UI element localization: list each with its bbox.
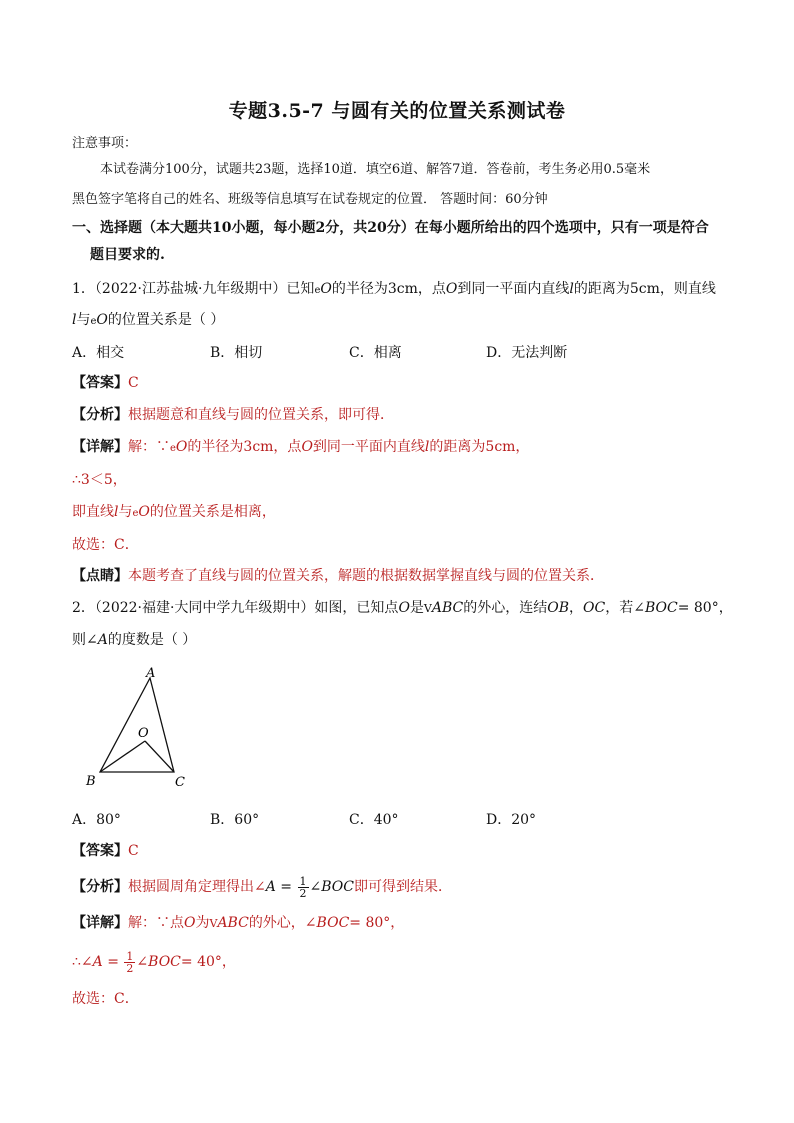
q1-answer: 【答案】C [72, 375, 139, 391]
q2-stem-line-1: 2．（2022·福建·大同中学九年级期中）如图，已知点O是VABC的外心，连结OB，OC，若∠BOC= 80°， [72, 600, 733, 616]
q2-analysis: 【分析】根据圆周角定理得出∠A = $\frac{1}{2}$ ∠BOC即可得到结果． [72, 874, 452, 900]
q2-calculation: ∴∠A = $\frac{1}{2}$ ∠BOC= 40°， [72, 949, 236, 975]
section-heading-line-2: 题目要求的. [90, 247, 165, 263]
q2-option-a: A．80° [72, 812, 121, 828]
triangle-abc [100, 678, 174, 772]
label-o: O [138, 726, 149, 741]
page-title: 专题3.5-7 与圆有关的位置关系测试卷 [228, 100, 566, 122]
q2-answer: 【答案】C [72, 843, 139, 859]
q1-choose: 故选：C． [72, 537, 139, 553]
q1-option-d: D．无法判断 [486, 345, 568, 361]
q1-option-b: B．相切 [210, 345, 263, 361]
q2-detail: 【详解】解：∵点O为VABC的外心，∠BOC= 80°， [72, 915, 405, 931]
label-c: C [175, 775, 185, 790]
q1-position: 即直线l与eO的位置关系是相离， [72, 504, 276, 520]
label-b: B [86, 774, 96, 789]
q1-stem-line-2: l与eO的位置关系是（ ） [72, 312, 225, 328]
notice-line-2: 黑色签字笔将自己的姓名、班级等信息填写在试卷规定的位置． 答题时间：60分钟 [72, 192, 548, 207]
fraction-half-2: $\frac{1}{2}$ [126, 949, 134, 975]
circle-symbol: e [314, 285, 321, 296]
q1-detail: 【详解】解：∵eO的半径为3cm，点O到同一平面内直线l的距离为5cm， [72, 439, 530, 455]
q1-analysis: 【分析】根据题意和直线与圆的位置关系，即可得． [72, 407, 394, 423]
label-a: A [146, 666, 156, 681]
fraction-half: $\frac{1}{2}$ [299, 874, 307, 900]
triangle-figure [82, 664, 212, 794]
q1-option-c: C．相离 [349, 345, 402, 361]
section-heading-line-1: 一、选择题（本大题共10小题，每小题2分，共20分）在每小题所给出的四个选项中，只有一项是符合 [72, 220, 709, 236]
q2-option-c: C．40° [349, 812, 399, 828]
q1-stem-line-1: 1．（2022·江苏盐城·九年级期中）已知eO的半径为3cm，点O到同一平面内直线l的距离为5cm，则直线 [72, 281, 716, 297]
q2-option-b: B．60° [210, 812, 260, 828]
q1-inequality: ∴3＜5， [72, 472, 127, 488]
notice-heading: 注意事项： [72, 136, 138, 151]
q1-comment: 【点睛】本题考查了直线与圆的位置关系，解题的根据数据掌握直线与圆的位置关系． [72, 568, 604, 584]
q2-stem-line-2: 则∠A的度数是（ ） [72, 632, 197, 648]
q1-option-a: A．相交 [72, 345, 125, 361]
q2-option-d: D．20° [486, 812, 537, 828]
segment-ob [100, 741, 145, 772]
notice-line-1: 本试卷满分100分，试题共23题，选择10道．填空6道、解答7道．答卷前，考生务必用0.5毫米 [100, 162, 651, 177]
q2-choose: 故选：C． [72, 991, 139, 1007]
